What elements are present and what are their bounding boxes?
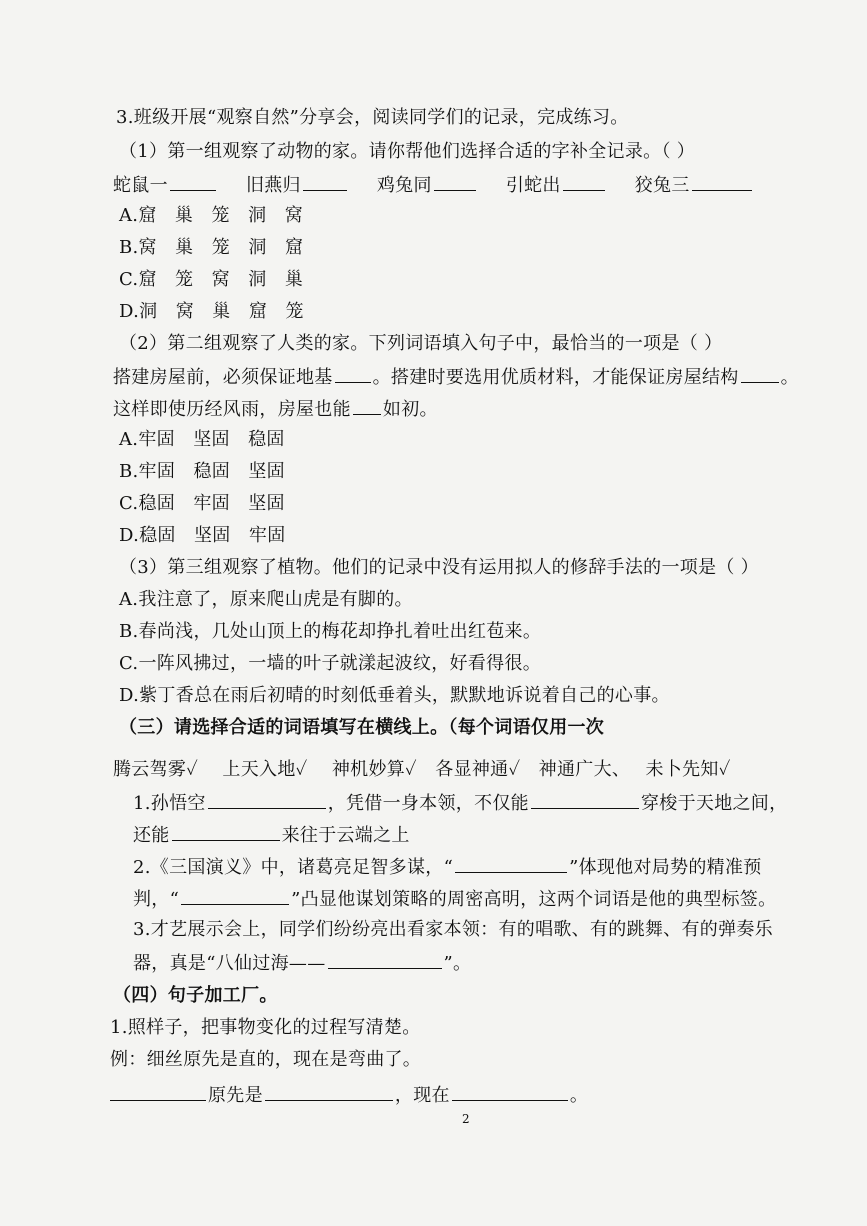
- sentence-text: 还能: [133, 825, 170, 846]
- section-3-q2-line-2: [133, 886, 776, 912]
- item-4: 引蛇出: [505, 175, 561, 196]
- part-1-option-c[interactable]: C.窟 笼 窝 洞 巢: [119, 269, 304, 290]
- blank-4[interactable]: [563, 172, 605, 191]
- blank-q2-1[interactable]: [455, 854, 567, 873]
- section-3-word-bank: 腾云驾雾✓ 上天入地✓ 神机妙算✓ 各显神通✓ 神通广大、 未卜先知✓: [113, 759, 731, 780]
- sentence-text: 。搭建时要选用优质材料，才能保证房屋结构: [372, 367, 739, 388]
- sentence-text: ”。: [443, 953, 472, 974]
- section-3-q3-line-1: 3.才艺展示会上，同学们纷纷亮出看家本领：有的唱歌、有的跳舞、有的弹奏乐: [133, 919, 773, 940]
- sentence-text: 。: [569, 1085, 589, 1106]
- sentence-text: ”凸显他谋划策略的周密高明，这两个词语是他的典型标签。: [291, 889, 777, 910]
- section-3-q2-line-1: [133, 854, 762, 880]
- blank-q1-1[interactable]: [208, 790, 326, 809]
- part-1-stem: （1）第一组观察了动物的家。请你帮他们选择合适的字补全记录。（ ）: [119, 141, 696, 162]
- section-3-q1-line-2: [133, 822, 410, 848]
- section-4-fill-line: [110, 1082, 588, 1108]
- item-5: 狡兔三: [634, 175, 690, 196]
- blank-1[interactable]: [170, 172, 216, 191]
- section-3-q1-line-1: [133, 790, 787, 816]
- part-1-option-b[interactable]: B.窝 巢 笼 洞 窟: [119, 237, 304, 258]
- part-2-sentence-1: [113, 364, 799, 390]
- blank-q2-2[interactable]: [181, 886, 289, 905]
- section-4-example: 例：细丝原先是直的，现在是弯曲了。: [110, 1049, 422, 1070]
- sentence-text: 如初。: [382, 399, 438, 420]
- sentence-text: ，现在: [394, 1085, 450, 1106]
- sentence-text: 器，真是“八仙过海——: [133, 953, 326, 974]
- part-3-option-b[interactable]: B.春尚浅，几处山顶上的梅花却挣扎着吐出红苞来。: [119, 621, 542, 642]
- sentence-text: 。: [780, 367, 799, 388]
- blank-foundation[interactable]: [335, 364, 371, 383]
- part-2-sentence-2: [113, 396, 438, 422]
- blank-structure[interactable]: [741, 364, 779, 383]
- section-4-title: （四）句子加工厂。: [113, 985, 278, 1006]
- part-2-option-a[interactable]: A.牢固 坚固 稳固: [119, 429, 285, 450]
- sentence-text: ”体现他对局势的精准预: [569, 857, 762, 878]
- part-3-stem: （3）第三组观察了植物。他们的记录中没有运用拟人的修辞手法的一项是（ ）: [119, 557, 759, 578]
- page-number: 2: [462, 1112, 470, 1126]
- item-3: 鸡兔同: [376, 175, 432, 196]
- blank-s4-1[interactable]: [110, 1082, 206, 1101]
- part-2-option-c[interactable]: C.稳固 牢固 坚固: [119, 493, 285, 514]
- sentence-text: ，凭借一身本领，不仅能: [327, 793, 529, 814]
- item-2: 旧燕归: [245, 175, 301, 196]
- sentence-text: 1.孙悟空: [133, 793, 206, 814]
- blank-2[interactable]: [303, 172, 347, 191]
- sentence-text: 原先是: [208, 1085, 263, 1106]
- blank-s4-2[interactable]: [265, 1082, 393, 1101]
- item-1: 蛇鼠一: [113, 175, 168, 196]
- part-1-option-d[interactable]: D.洞 窝 巢 窟 笼: [119, 301, 304, 322]
- part-1-items: [113, 172, 754, 198]
- part-3-option-d[interactable]: D.紫丁香总在雨后初晴的时刻低垂着头，默默地诉说着自己的心事。: [119, 685, 670, 706]
- blank-q1-3[interactable]: [172, 822, 280, 841]
- part-3-option-a[interactable]: A.我注意了，原来爬山虎是有脚的。: [119, 589, 413, 610]
- blank-house[interactable]: [353, 396, 381, 415]
- sentence-text: 穿梭于天地之间，: [641, 793, 788, 814]
- part-1-option-a[interactable]: A.窟 巢 笼 洞 窝: [119, 205, 304, 226]
- sentence-text: 搭建房屋前，必须保证地基: [113, 367, 333, 388]
- blank-3[interactable]: [434, 172, 476, 191]
- part-2-option-b[interactable]: B.牢固 稳固 坚固: [119, 461, 285, 482]
- section-3-title: （三）请选择合适的词语填写在横线上。（每个词语仅用一次: [119, 717, 605, 738]
- blank-q3[interactable]: [328, 950, 442, 969]
- blank-q1-2[interactable]: [531, 790, 639, 809]
- sentence-text: 来往于云端之上: [281, 825, 410, 846]
- section-4-q1: 1.照样子，把事物变化的过程写清楚。: [110, 1017, 421, 1038]
- part-2-option-d[interactable]: D.稳固 坚固 牢固: [119, 525, 286, 546]
- blank-5[interactable]: [692, 172, 752, 191]
- sentence-text: 这样即使历经风雨，房屋也能: [113, 399, 351, 420]
- sentence-text: 2.《三国演义》中，诸葛亮足智多谋，“: [133, 857, 454, 878]
- part-3-option-c[interactable]: C.一阵风拂过，一墙的叶子就漾起波纹，好看得很。: [119, 653, 542, 674]
- part-2-stem: （2）第二组观察了人类的家。下列词语填入句子中，最恰当的一项是（ ）: [119, 333, 723, 354]
- section-3-q3-line-2: [133, 950, 471, 976]
- blank-s4-3[interactable]: [452, 1082, 568, 1101]
- question-3-title: 3.班级开展“观察自然”分享会，阅读同学们的记录，完成练习。: [116, 107, 629, 128]
- sentence-text: 判，“: [133, 889, 180, 910]
